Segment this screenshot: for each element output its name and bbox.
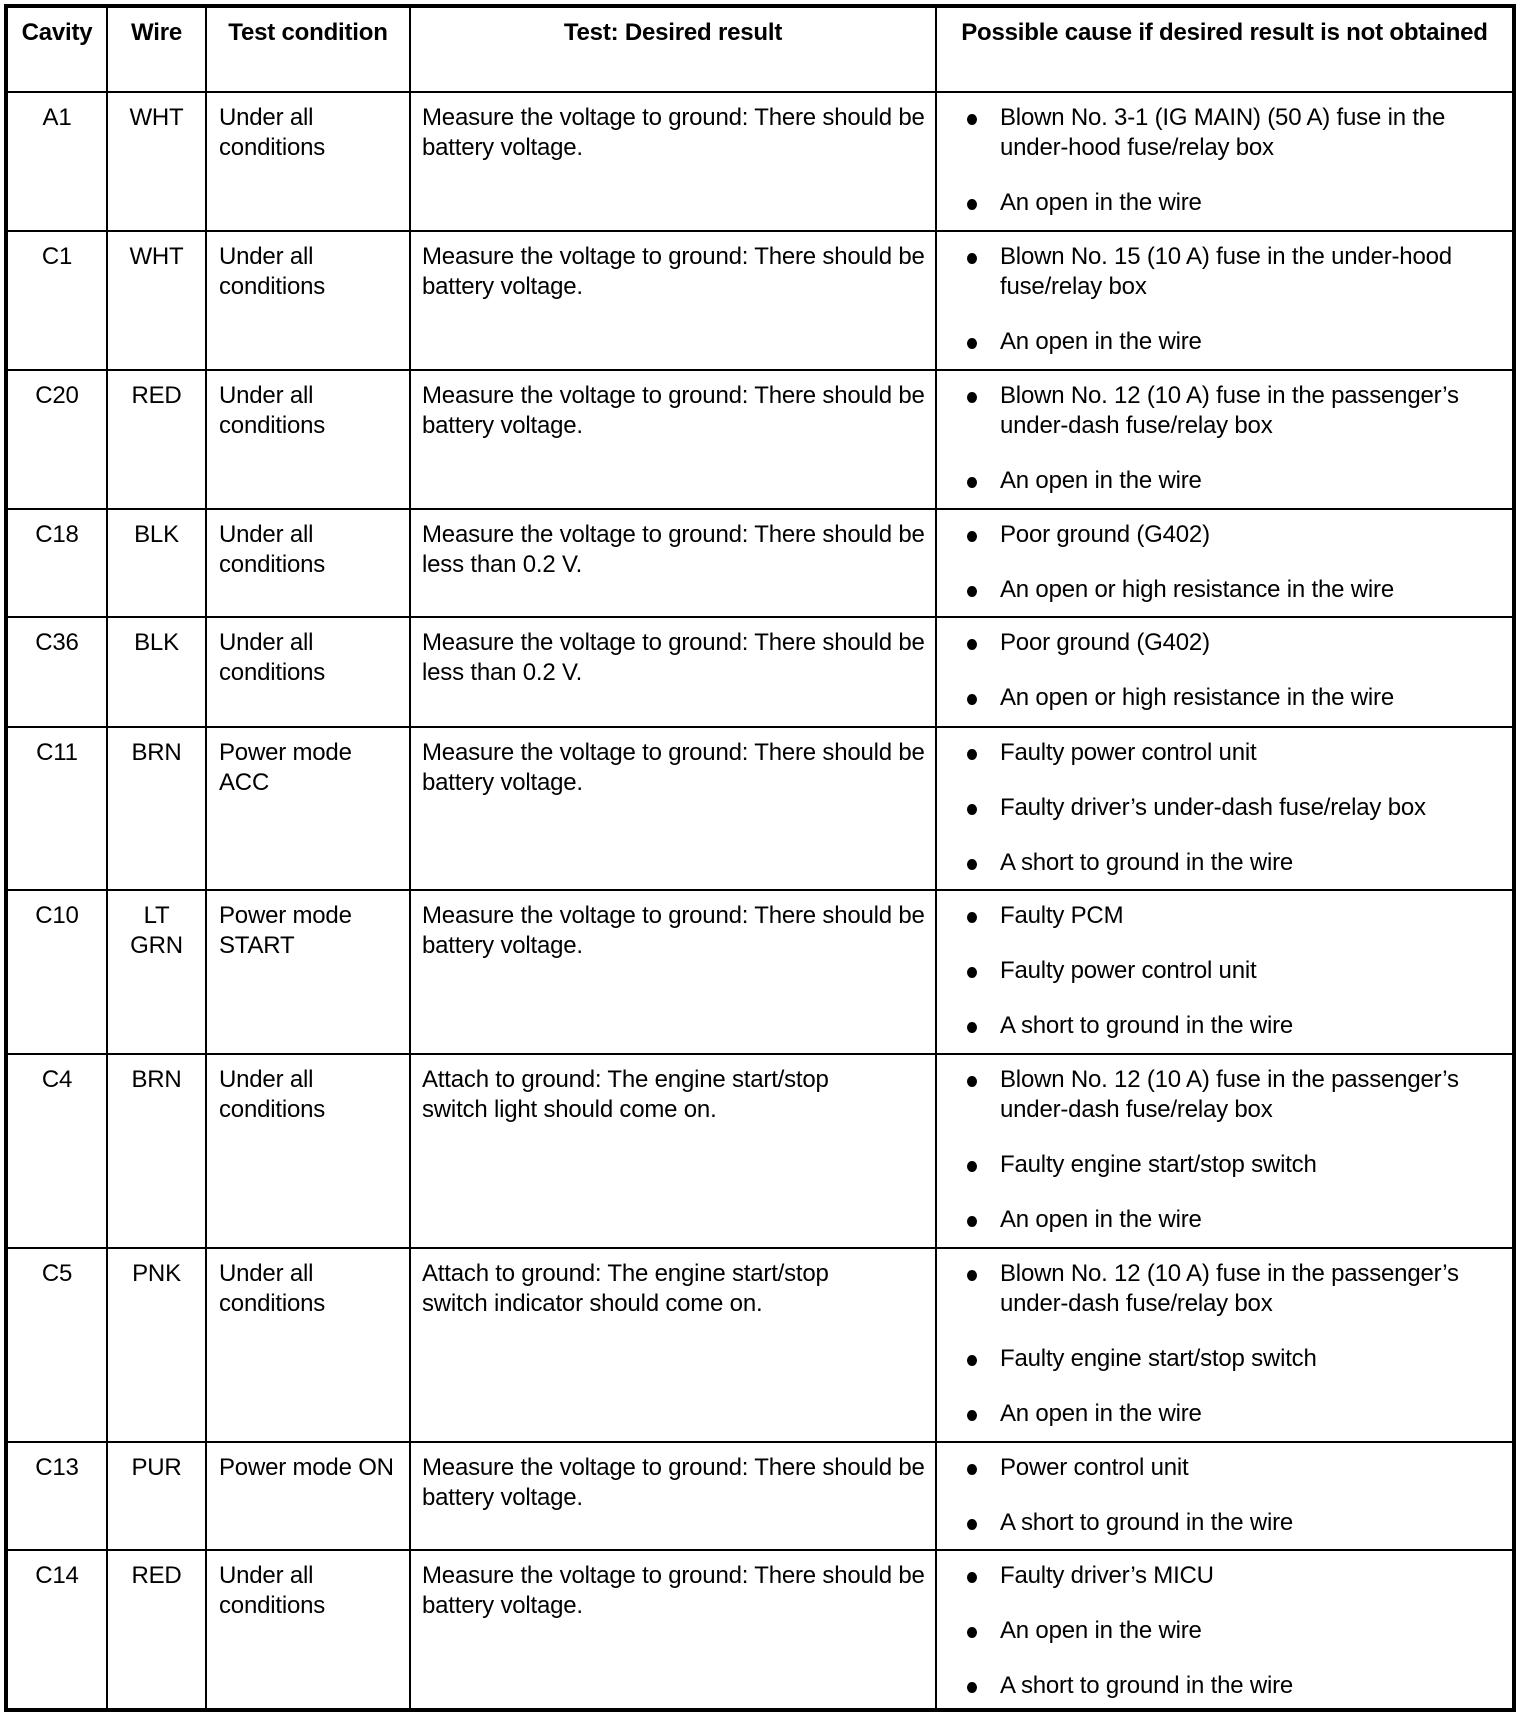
table-row [8, 232, 1512, 371]
diagnostic-table [4, 4, 1516, 1712]
cause-cell [935, 1249, 1512, 1441]
cavity-cell: C18 [35, 521, 79, 548]
result-cell: Measure the voltage to ground: There should be battery voltage. [409, 891, 935, 1053]
result-cell: Measure the voltage to ground: There should be less than 0.2 V. [409, 618, 935, 726]
cause-item: Faulty engine start/stop switch [957, 1150, 1498, 1180]
wire-cell: BLK [106, 618, 205, 726]
condition-cell: Under all conditions [205, 618, 409, 726]
cause-item: Blown No. 12 (10 A) fuse in the passenger’s under-dash fuse/relay box [957, 381, 1498, 441]
table-header-row [8, 8, 1512, 93]
wire-cell: BRN [106, 728, 205, 889]
cause-cell [935, 510, 1512, 616]
cause-item: Faulty PCM [957, 901, 1498, 931]
cause-cell [935, 728, 1512, 889]
result-cell: Measure the voltage to ground: There should be battery voltage. [409, 1551, 935, 1708]
cause-item: Blown No. 12 (10 A) fuse in the passenger’s under-dash fuse/relay box [957, 1259, 1498, 1319]
cause-item: A short to ground in the wire [957, 1011, 1498, 1041]
cavity-cell: C20 [35, 382, 79, 409]
cause-item: An open in the wire [957, 1616, 1498, 1646]
header-test-condition: Test condition [205, 8, 409, 91]
cavity-cell: C36 [35, 629, 79, 656]
cause-item: Faulty driver’s under-dash fuse/relay box [957, 793, 1498, 823]
wire-cell: BLK [106, 510, 205, 616]
cavity-cell: C4 [41, 1066, 73, 1093]
table-row [8, 1249, 1512, 1443]
cause-cell [935, 93, 1512, 230]
cause-cell [935, 1055, 1512, 1247]
wire-cell: PUR [106, 1443, 205, 1549]
wire-cell: RED [106, 1551, 205, 1708]
result-cell: Attach to ground: The engine start/stop switch indicator should come on. [409, 1249, 935, 1441]
header-wire: Wire [106, 8, 205, 91]
wire-cell: BRN [106, 1055, 205, 1247]
wire-cell: WHT [106, 93, 205, 230]
result-cell: Measure the voltage to ground: There should be battery voltage. [409, 371, 935, 508]
cause-item: An open in the wire [957, 188, 1498, 218]
cause-cell [935, 1443, 1512, 1549]
cause-item: A short to ground in the wire [957, 1508, 1498, 1538]
wire-cell: RED [106, 371, 205, 508]
cause-item: Poor ground (G402) [957, 628, 1498, 658]
cause-item: Faulty driver’s MICU [957, 1561, 1498, 1591]
cavity-cell: C13 [35, 1454, 79, 1481]
cause-cell [935, 232, 1512, 369]
cause-item: Power control unit [957, 1453, 1498, 1483]
wire-cell: PNK [106, 1249, 205, 1441]
cause-item: Poor ground (G402) [957, 520, 1498, 550]
condition-cell: Under all conditions [205, 1055, 409, 1247]
cause-item: An open in the wire [957, 466, 1498, 496]
condition-cell: Under all conditions [205, 371, 409, 508]
cause-cell [935, 371, 1512, 508]
cause-item: Faulty power control unit [957, 956, 1498, 986]
cavity-cell: C14 [35, 1562, 79, 1589]
cause-item: Blown No. 12 (10 A) fuse in the passenger’s under-dash fuse/relay box [957, 1065, 1498, 1125]
header-desired-result: Test: Desired result [409, 8, 935, 91]
cause-item: An open in the wire [957, 1399, 1498, 1429]
cavity-cell: C1 [41, 243, 73, 270]
cavity-cell: C11 [36, 739, 78, 766]
condition-cell: Under all conditions [205, 510, 409, 616]
result-cell: Measure the voltage to ground: There should be battery voltage. [409, 232, 935, 369]
result-cell: Measure the voltage to ground: There should be battery voltage. [409, 93, 935, 230]
cause-item: A short to ground in the wire [957, 848, 1498, 878]
table-row [8, 1443, 1512, 1551]
result-cell: Measure the voltage to ground: There should be less than 0.2 V. [409, 510, 935, 616]
cavity-cell: C5 [41, 1260, 73, 1287]
cause-item: Faulty engine start/stop switch [957, 1344, 1498, 1374]
header-cavity: Cavity [21, 19, 93, 46]
cavity-cell: C10 [35, 902, 79, 929]
condition-cell: Under all conditions [205, 1249, 409, 1441]
cause-item: Blown No. 15 (10 A) fuse in the under-hood fuse/relay box [957, 242, 1498, 302]
cause-item: An open in the wire [957, 327, 1498, 357]
cause-cell [935, 618, 1512, 726]
table-row [8, 1551, 1512, 1708]
condition-cell: Power mode ACC [205, 728, 409, 889]
result-cell: Measure the voltage to ground: There should be battery voltage. [409, 1443, 935, 1549]
cause-item: Blown No. 3-1 (IG MAIN) (50 A) fuse in the under-hood fuse/relay box [957, 103, 1498, 163]
table-row [8, 1055, 1512, 1249]
wire-cell: WHT [106, 232, 205, 369]
table-row [8, 510, 1512, 618]
condition-cell: Under all conditions [205, 232, 409, 369]
condition-cell: Power mode ON [205, 1443, 409, 1549]
cause-cell [935, 891, 1512, 1053]
table-row [8, 618, 1512, 728]
cause-item: An open in the wire [957, 1205, 1498, 1235]
table-row [8, 891, 1512, 1055]
condition-cell: Under all conditions [205, 1551, 409, 1708]
table-row [8, 371, 1512, 510]
cause-item: Faulty power control unit [957, 738, 1498, 768]
header-possible-cause: Possible cause if desired result is not obtained [935, 8, 1512, 91]
cavity-cell: A1 [42, 104, 72, 131]
table-row [8, 93, 1512, 232]
cause-item: A short to ground in the wire [957, 1671, 1498, 1701]
result-cell: Attach to ground: The engine start/stop switch light should come on. [409, 1055, 935, 1247]
result-cell: Measure the voltage to ground: There should be battery voltage. [409, 728, 935, 889]
table-row [8, 728, 1512, 891]
condition-cell: Power mode START [205, 891, 409, 1053]
cause-item: An open or high resistance in the wire [957, 575, 1498, 605]
condition-cell: Under all conditions [205, 93, 409, 230]
wire-cell: LT GRN [106, 891, 205, 1053]
cause-cell [935, 1551, 1512, 1708]
cause-item: An open or high resistance in the wire [957, 683, 1498, 713]
